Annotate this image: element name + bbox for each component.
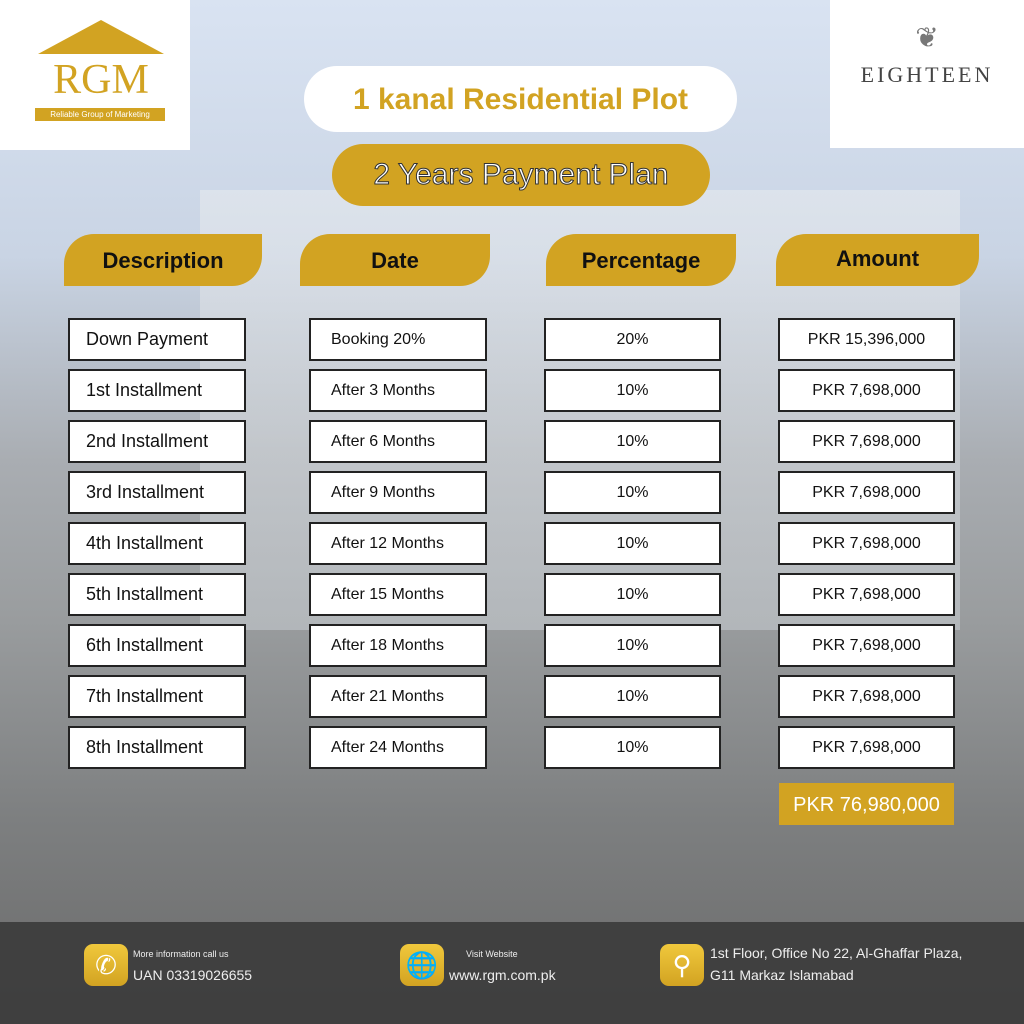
date-cell: After 21 Months [309,675,487,718]
header-percentage: Percentage [546,234,736,286]
amount-cell: PKR 7,698,000 [778,624,955,667]
amount-cell: PKR 7,698,000 [778,420,955,463]
amount-cell: PKR 7,698,000 [778,522,955,565]
leaf-emblem-icon: ❦ [915,22,939,53]
date-cell: Booking 20% [309,318,487,361]
percentage-cell: 10% [544,522,721,565]
date-column [309,318,487,769]
eighteen-logo [830,0,1024,148]
website-link[interactable]: www.rgm.com.pk [449,967,556,983]
location-pin-icon: ⚲ [660,944,704,986]
description-column [68,318,246,769]
percentage-cell: 10% [544,369,721,412]
date-cell: After 24 Months [309,726,487,769]
amount-cell: PKR 7,698,000 [778,573,955,616]
amount-cell: PKR 7,698,000 [778,675,955,718]
amount-cell: PKR 7,698,000 [778,471,955,514]
phone-icon: ✆ [84,944,128,986]
percentage-column [544,318,721,769]
roof-icon [38,20,164,54]
amount-column [778,318,955,769]
address-line-1: 1st Floor, Office No 22, Al-Ghaffar Plaza, [710,945,963,961]
percentage-cell: 10% [544,675,721,718]
plan-badge: 2 Years Payment Plan [332,144,710,206]
date-cell: After 12 Months [309,522,487,565]
footer [0,922,1024,1024]
header-description: Description [64,234,262,286]
description-cell: 7th Installment [68,675,246,718]
date-cell: After 18 Months [309,624,487,667]
amount-cell: PKR 7,698,000 [778,369,955,412]
amount-cell: PKR 15,396,000 [778,318,955,361]
percentage-cell: 10% [544,573,721,616]
percentage-cell: 10% [544,624,721,667]
header-amount: Amount [776,234,979,286]
date-cell: After 9 Months [309,471,487,514]
page-title: 1 kanal Residential Plot [304,66,737,132]
globe-icon: 🌐 [400,944,444,986]
logo-brand: RGM [53,57,149,103]
description-cell: 3rd Installment [68,471,246,514]
description-cell: 1st Installment [68,369,246,412]
date-cell: After 3 Months [309,369,487,412]
address-line-2: G11 Markaz Islamabad [710,967,854,983]
total-amount: PKR 76,980,000 [779,783,954,825]
description-cell: 2nd Installment [68,420,246,463]
web-label: Visit Website [466,949,518,959]
percentage-cell: 10% [544,471,721,514]
percentage-cell: 10% [544,726,721,769]
description-cell: 5th Installment [68,573,246,616]
description-cell: 4th Installment [68,522,246,565]
logo-tagline: Reliable Group of Marketing [35,108,165,121]
phone-label: More information call us [133,949,229,959]
percentage-cell: 20% [544,318,721,361]
rgm-logo [0,0,190,150]
description-cell: 6th Installment [68,624,246,667]
phone-number[interactable]: UAN 03319026655 [133,967,253,983]
description-cell: 8th Installment [68,726,246,769]
partner-name: EIGHTEEN [860,62,994,87]
date-cell: After 6 Months [309,420,487,463]
description-cell: Down Payment [68,318,246,361]
percentage-cell: 10% [544,420,721,463]
date-cell: After 15 Months [309,573,487,616]
header-date: Date [300,234,490,286]
amount-cell: PKR 7,698,000 [778,726,955,769]
